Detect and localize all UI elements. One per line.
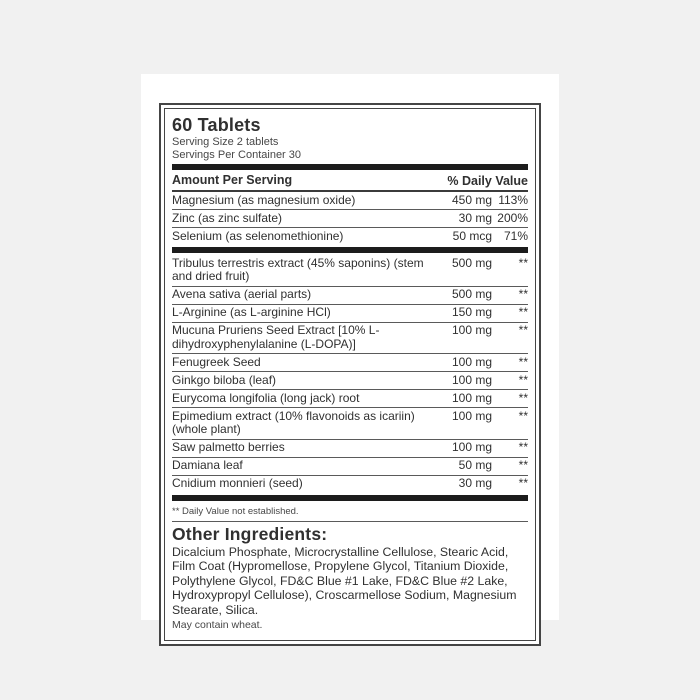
allergen-note: May contain wheat. — [172, 619, 263, 632]
ingredient-amount: 100 mg — [451, 440, 492, 454]
facts-header-row — [172, 172, 528, 192]
ingredient-amount: 100 mg — [451, 390, 492, 405]
thick-divider-bar — [172, 495, 528, 501]
ingredient-amount: 50 mcg — [452, 228, 492, 243]
ingredient-amount: 100 mg — [451, 354, 492, 369]
ingredient-row — [172, 287, 528, 305]
ingredient-row — [172, 305, 528, 323]
ingredient-daily-value: ** — [518, 458, 528, 472]
ingredient-name: Tribulus terrestris extract (45% saponins) (stem and dried fruit) — [172, 255, 424, 283]
ingredient-row — [172, 458, 528, 476]
ingredient-name: Zinc (as zinc sulfate) — [172, 210, 283, 225]
ingredient-daily-value: 200% — [497, 210, 528, 225]
ingredient-row — [172, 323, 528, 355]
ingredient-amount: 30 mg — [458, 210, 492, 225]
ingredient-daily-value: ** — [518, 287, 528, 301]
amount-per-serving-header: Amount Per Serving — [172, 173, 293, 187]
ingredient-daily-value: ** — [518, 372, 528, 387]
ingredient-daily-value: ** — [518, 476, 528, 490]
ingredient-name: Ginkgo biloba (leaf) — [172, 372, 277, 387]
ingredient-daily-value: 113% — [498, 192, 528, 207]
ingredient-row — [172, 192, 528, 210]
ingredient-row — [172, 390, 528, 408]
servings-per-container-text: Servings Per Container 30 — [172, 149, 302, 161]
ingredient-amount: 100 mg — [451, 408, 492, 423]
ingredient-row — [172, 255, 528, 287]
ingredient-name: Saw palmetto berries — [172, 440, 285, 454]
ingredient-row — [172, 372, 528, 390]
ingredient-name: Epimedium extract (10% flavonoids as icariin) (whole plant) — [172, 408, 415, 436]
ingredient-daily-value: ** — [518, 323, 528, 337]
ingredient-row — [172, 228, 528, 245]
ingredient-daily-value: 71% — [503, 228, 528, 243]
serving-size-text: Serving Size 2 tablets — [172, 136, 279, 148]
ingredient-name: Avena sativa (aerial parts) — [172, 287, 312, 301]
ingredient-daily-value: ** — [518, 440, 528, 454]
other-ingredients-text: Dicalcium Phosphate, Microcrystalline Cellulose, Stearic Acid, Film Coat (Hypromellose, Propylene Glycol, Titanium Dioxide, Polythylene Glycol, FD&C Blue #1 Lake, FD&C Blue #2 Lake, Hydroxypropyl Cellulose), Croscarmellose Sodium, Magnesium Stearate, Silica. — [172, 544, 517, 617]
tablet-count-title: 60 Tablets — [172, 115, 261, 135]
ingredient-daily-value: ** — [518, 390, 528, 405]
ingredient-name: Magnesium (as magnesium oxide) — [172, 192, 356, 207]
ingredient-name: Cnidium monnieri (seed) — [172, 476, 303, 490]
ingredient-amount: 100 mg — [451, 323, 492, 337]
daily-value-footnote: ** Daily Value not established. — [172, 503, 528, 522]
thick-divider-bar — [172, 164, 528, 170]
ingredient-daily-value: ** — [518, 305, 528, 319]
daily-value-header: % Daily Value — [447, 174, 528, 188]
ingredient-name: Eurycoma longifolia (long jack) root — [172, 390, 360, 405]
ingredient-amount: 100 mg — [451, 372, 492, 387]
ingredient-row — [172, 476, 528, 493]
ingredient-row — [172, 210, 528, 228]
ingredient-name: Damiana leaf — [172, 458, 243, 472]
ingredient-name: Selenium (as selenomethionine) — [172, 228, 344, 243]
ingredient-daily-value: ** — [518, 354, 528, 369]
ingredient-amount: 50 mg — [458, 458, 492, 472]
ingredient-amount: 150 mg — [451, 305, 492, 319]
supplement-facts-inner-frame — [164, 108, 536, 641]
thick-divider-bar — [172, 247, 528, 253]
ingredient-amount: 500 mg — [451, 287, 492, 301]
ingredient-name: Fenugreek Seed — [172, 354, 261, 369]
ingredient-row — [172, 354, 528, 372]
ingredient-amount: 30 mg — [458, 476, 492, 490]
ingredient-amount: 500 mg — [451, 255, 492, 270]
other-ingredients-title: Other Ingredients: — [172, 523, 328, 544]
ingredient-name: Mucuna Pruriens Seed Extract [10% L-dihydroxyphenylalanine (L-DOPA)] — [172, 323, 380, 351]
ingredient-name: L-Arginine (as L-arginine HCl) — [172, 305, 331, 319]
product-image-card — [141, 74, 559, 632]
ingredient-daily-value: ** — [518, 408, 528, 423]
ingredient-row — [172, 440, 528, 458]
ingredient-amount: 450 mg — [451, 192, 492, 207]
ingredient-row — [172, 408, 528, 440]
ingredient-daily-value: ** — [518, 255, 528, 270]
supplement-facts-panel — [159, 103, 541, 646]
